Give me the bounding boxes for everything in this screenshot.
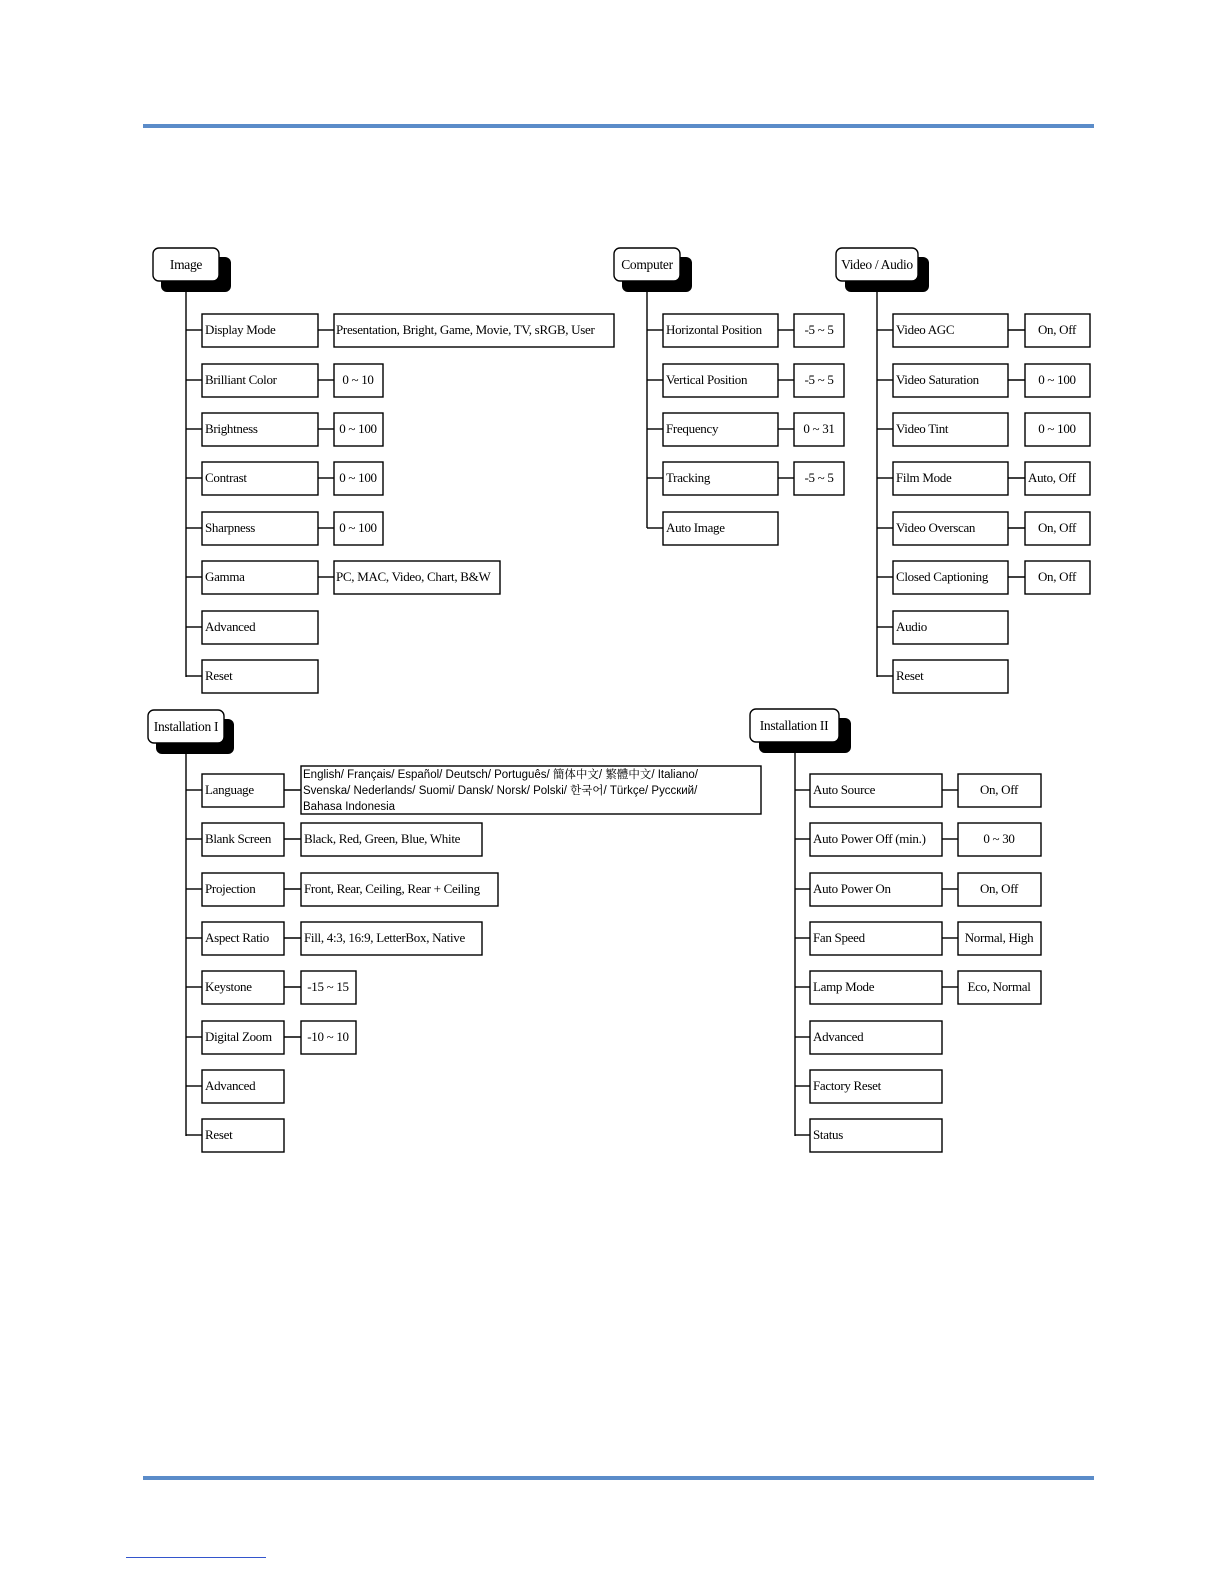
computer-value-vertical-position-label: -5 ~ 5 <box>804 372 834 387</box>
computer-header: Computer <box>621 257 673 272</box>
video-item-video-saturation-label: Video Saturation <box>896 372 979 387</box>
computer-value-frequency-label: 0 ~ 31 <box>803 421 835 436</box>
video-item-video-agc-label: Video AGC <box>896 322 955 337</box>
inst2-value-auto-power-on-label: On, Off <box>979 881 1019 896</box>
installation-1-menu <box>148 710 761 1152</box>
video-value-film-mode-label: Auto, Off <box>1028 470 1076 485</box>
inst1-item-advanced-label: Advanced <box>205 1078 256 1093</box>
image-header: Image <box>169 257 203 272</box>
inst1-value-projection-label: Front, Rear, Ceiling, Rear + Ceiling <box>304 881 480 896</box>
computer-menu <box>614 248 844 545</box>
video-audio-menu <box>836 248 1090 693</box>
inst2-item-auto-source-label: Auto Source <box>813 782 876 797</box>
image-value-sharpness-label: 0 ~ 100 <box>339 520 377 535</box>
inst2-value-auto-power-off-label: 0 ~ 30 <box>983 831 1015 846</box>
image-value-contrast-label: 0 ~ 100 <box>339 470 377 485</box>
image-value-brilliant-color-label: 0 ~ 10 <box>342 372 374 387</box>
inst1-item-projection-label: Projection <box>205 881 256 896</box>
video-item-film-mode-label: Film Mode <box>896 470 952 485</box>
inst1-value-blank-screen-label: Black, Red, Green, Blue, White <box>304 831 461 846</box>
inst2-item-lamp-mode-label: Lamp Mode <box>813 979 875 994</box>
installation-1-header: Installation I <box>153 719 219 734</box>
video-item-video-overscan-label: Video Overscan <box>896 520 976 535</box>
inst2-value-lamp-mode-label: Eco, Normal <box>967 979 1031 994</box>
computer-item-auto-image-label: Auto Image <box>666 520 725 535</box>
image-item-contrast-label: Contrast <box>205 470 247 485</box>
video-item-audio-label: Audio <box>896 619 928 634</box>
installation-2-header: Installation II <box>759 718 829 733</box>
video-value-video-saturation-label: 0 ~ 100 <box>1038 372 1076 387</box>
image-item-brightness-label: Brightness <box>205 421 258 436</box>
inst1-item-aspect-ratio-label: Aspect Ratio <box>205 930 269 945</box>
inst2-item-fan-speed-label: Fan Speed <box>813 930 865 945</box>
computer-value-tracking-label: -5 ~ 5 <box>804 470 834 485</box>
inst1-value-digital-zoom-label: -10 ~ 10 <box>307 1029 349 1044</box>
video-audio-header: Video / Audio <box>841 257 913 272</box>
inst1-item-reset-label: Reset <box>205 1127 233 1142</box>
inst2-item-auto-power-on-label: Auto Power On <box>813 881 891 896</box>
image-item-reset-label: Reset <box>205 668 233 683</box>
image-value-gamma-label: PC, MAC, Video, Chart, B&W <box>336 569 491 584</box>
video-item-video-tint-label: Video Tint <box>896 421 949 436</box>
inst2-item-advanced-label: Advanced <box>813 1029 864 1044</box>
image-item-advanced-label: Advanced <box>205 619 256 634</box>
inst1-value-aspect-ratio-label: Fill, 4:3, 16:9, LetterBox, Native <box>304 930 465 945</box>
video-item-closed-captioning-label: Closed Captioning <box>896 569 989 584</box>
image-item-brilliant-color-label: Brilliant Color <box>205 372 277 387</box>
video-value-video-tint-label: 0 ~ 100 <box>1038 421 1076 436</box>
inst1-item-blank-screen-label: Blank Screen <box>205 831 272 846</box>
image-value-brightness-label: 0 ~ 100 <box>339 421 377 436</box>
image-item-display-mode-label: Display Mode <box>205 322 276 337</box>
computer-value-horizontal-position-label: -5 ~ 5 <box>804 322 834 337</box>
computer-item-tracking-label: Tracking <box>666 470 711 485</box>
inst1-value-language-line2: Svenska/ Nederlands/ Suomi/ Dansk/ Norsk/ Polski/ 한국어/ Türkçe/ Русский/ <box>303 785 698 797</box>
installation-2-menu <box>750 709 1041 1152</box>
inst2-value-auto-source-label: On, Off <box>979 782 1019 797</box>
inst2-item-factory-reset-label: Factory Reset <box>813 1078 881 1093</box>
inst2-value-fan-speed-label: Normal, High <box>964 930 1034 945</box>
video-value-video-overscan-label: On, Off <box>1037 520 1077 535</box>
image-item-gamma-label: Gamma <box>205 569 245 584</box>
inst1-value-language-line3: Bahasa Indonesia <box>303 801 396 813</box>
image-menu <box>153 248 614 693</box>
computer-item-frequency-label: Frequency <box>666 421 719 436</box>
inst2-item-auto-power-off-label: Auto Power Off (min.) <box>813 831 926 846</box>
image-item-sharpness-label: Sharpness <box>205 520 256 535</box>
inst2-item-status-label: Status <box>813 1127 843 1142</box>
video-value-closed-captioning-label: On, Off <box>1037 569 1077 584</box>
inst1-item-language-label: Language <box>205 782 254 797</box>
computer-item-vertical-position-label: Vertical Position <box>666 372 748 387</box>
inst1-item-keystone-label: Keystone <box>205 979 252 994</box>
computer-item-horizontal-position-label: Horizontal Position <box>666 322 762 337</box>
video-item-reset-label: Reset <box>896 668 924 683</box>
image-value-display-mode-label: Presentation, Bright, Game, Movie, TV, sRGB, User <box>336 322 595 337</box>
footer-rule <box>143 1476 1094 1480</box>
inst1-value-keystone-label: -15 ~ 15 <box>307 979 349 994</box>
inst1-item-digital-zoom-label: Digital Zoom <box>205 1029 272 1044</box>
video-value-video-agc-label: On, Off <box>1037 322 1077 337</box>
footnote-rule <box>126 1557 266 1558</box>
inst1-value-language-line1: English/ Français/ Español/ Deutsch/ Português/ 簡体中文/ 繁體中文/ Italiano/ <box>303 769 698 781</box>
